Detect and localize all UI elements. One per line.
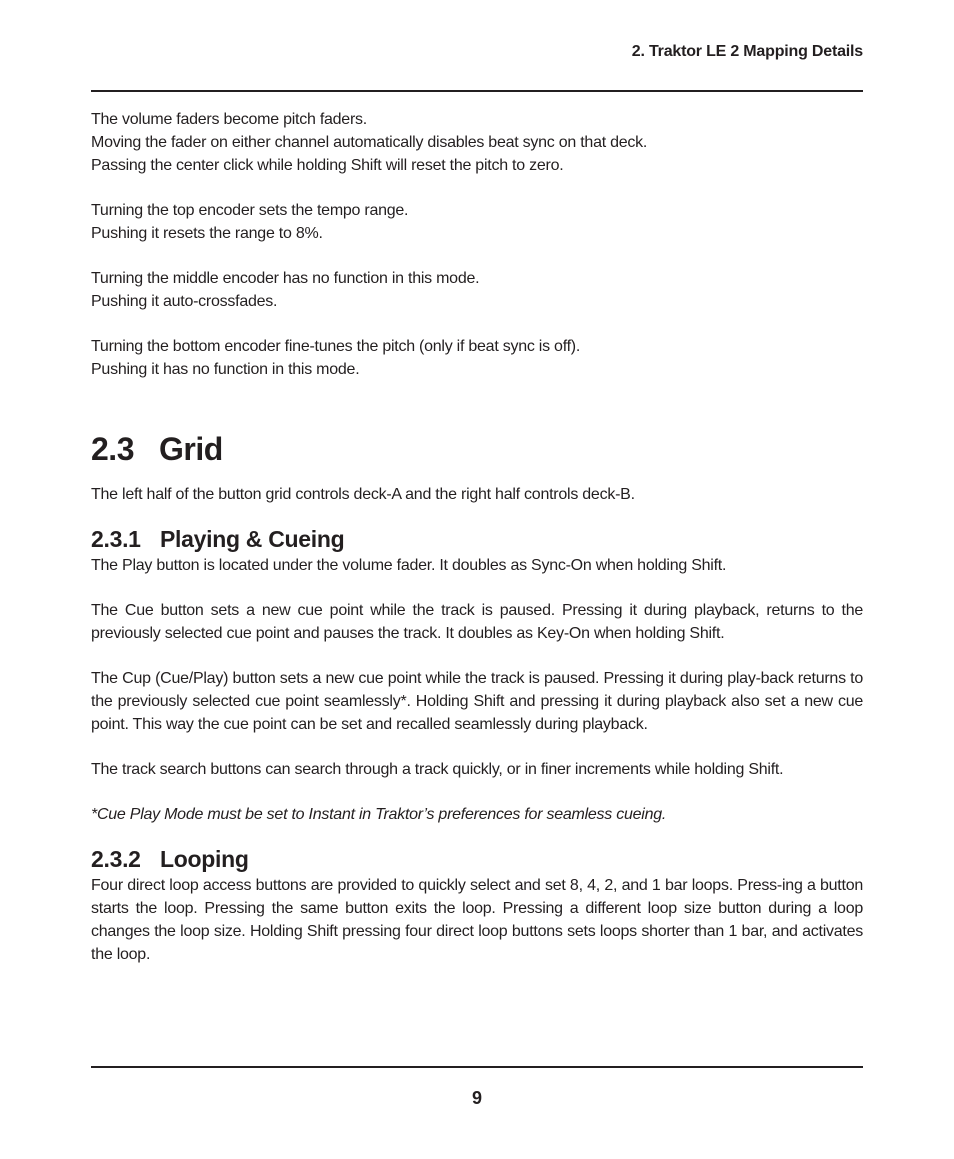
text-line: Pushing it auto-crossfades.	[91, 293, 278, 310]
subsection-title: Looping	[160, 846, 249, 872]
cue-button-paragraph: The Cue button sets a new cue point while the track is paused. Pressing it during playback, returns to the previously selected cue point and pauses the track. It doubles as Key-On when holding Shift.	[91, 602, 863, 642]
subsection-number: 2.3.2	[91, 846, 141, 872]
grid-intro-paragraph: The left half of the button grid controls deck-A and the right half controls deck-B.	[91, 486, 635, 503]
top-encoder-paragraph	[91, 199, 863, 245]
text-line: Turning the top encoder sets the tempo range.	[91, 202, 409, 219]
subsection-heading-2-3-1	[91, 524, 863, 554]
subsection-heading-2-3-2	[91, 844, 863, 874]
section-heading-2-3	[91, 429, 863, 469]
section-title: Grid	[159, 431, 223, 467]
text-line: The volume faders become pitch faders.	[91, 111, 367, 128]
text-line: Moving the fader on either channel automatically disables beat sync on that deck.	[91, 134, 648, 151]
running-header: 2. Traktor LE 2 Mapping Details	[631, 43, 863, 60]
section-number: 2.3	[91, 431, 134, 467]
track-search-paragraph: The track search buttons can search through a track quickly, or in finer increments while holding Shift.	[91, 761, 784, 778]
footer-rule	[91, 1066, 863, 1068]
text-line: Passing the center click while holding Shift will reset the pitch to zero.	[91, 157, 564, 174]
play-button-paragraph: The Play button is located under the volume fader. It doubles as Sync-On when holding Shift.	[91, 557, 727, 574]
page-number: 9	[471, 1088, 482, 1108]
page-content	[91, 108, 863, 966]
text-line: Pushing it resets the range to 8%.	[91, 225, 323, 242]
header-rule	[91, 90, 863, 92]
text-line: Pushing it has no function in this mode.	[91, 361, 360, 378]
bottom-encoder-paragraph	[91, 335, 863, 381]
text-line: Turning the middle encoder has no function in this mode.	[91, 270, 480, 287]
cue-play-mode-note: *Cue Play Mode must be set to Instant in Traktor’s preferences for seamless cueing.	[91, 806, 667, 823]
pitch-fader-paragraph	[91, 108, 863, 177]
text-line: Turning the bottom encoder fine-tunes the pitch (only if beat sync is off).	[91, 338, 581, 355]
middle-encoder-paragraph	[91, 267, 863, 313]
document-page	[91, 0, 863, 1159]
looping-paragraph: Four direct loop access buttons are provided to quickly select and set 8, 4, 2, and 1 bar loops. Press-ing a button starts the loop. Pressing the same button exits the loop. Pressing a different loop size button during a loop changes the loop size. Holding Shift pressing four direct loop buttons sets loops shorter than 1 bar, and activates the loop.	[91, 877, 863, 963]
cup-button-paragraph: The Cup (Cue/Play) button sets a new cue point while the track is paused. Pressing it during play-back returns to the previously selected cue point seamlessly*. Holding Shift and pressing it during playback also set a new cue point. This way the cue point can be set and recalled seamlessly during playback.	[91, 670, 863, 733]
subsection-title: Playing & Cueing	[160, 526, 345, 552]
subsection-number: 2.3.1	[91, 526, 141, 552]
